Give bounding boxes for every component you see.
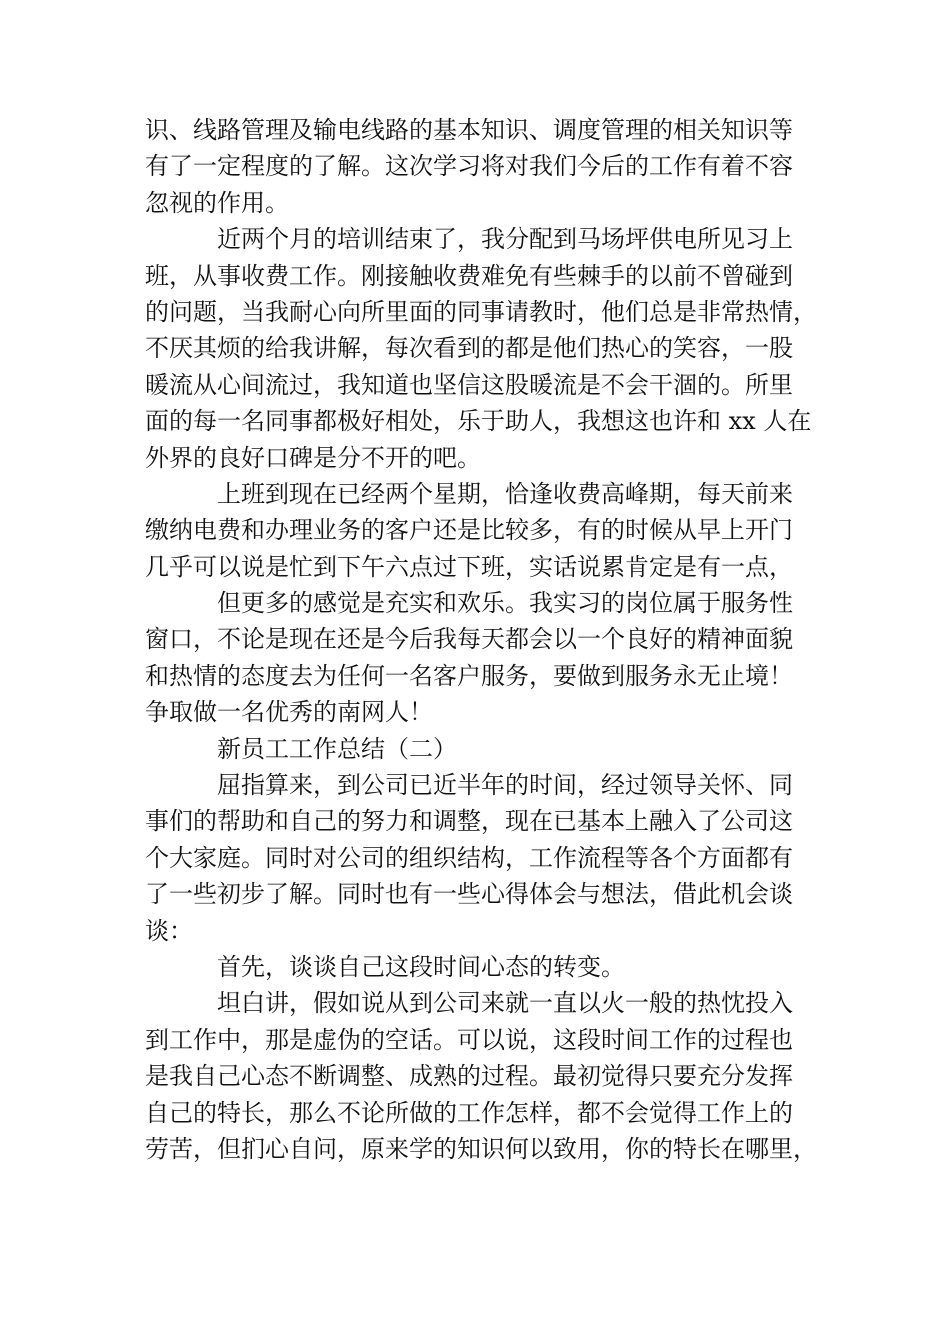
- text-line: 和热情的态度去为任何一名客户服务，要做到服务永无止境！: [145, 661, 793, 690]
- text-line: 缴纳电费和办理业务的客户还是比较多，有的时候从早上开门: [145, 516, 793, 545]
- text-line: 是我自己心态不断调整、成熟的过程。最初觉得只要充分发挥: [145, 1062, 793, 1091]
- text-line: 争取做一名优秀的南网人！: [145, 698, 433, 727]
- text-line: 不厌其烦的给我讲解，每次看到的都是他们热心的笑容，一股: [145, 334, 793, 363]
- text-line: 谈：: [145, 916, 193, 945]
- text-line: 窗口，不论是现在还是今后我每天都会以一个良好的精神面貌: [145, 625, 793, 654]
- text-line: 识、线路管理及输电线路的基本知识、调度管理的相关知识等: [145, 116, 793, 144]
- text-line: 自己的特长，那么不论所做的工作怎样，都不会觉得工作上的: [145, 1098, 793, 1127]
- paragraph-first-line: 但更多的感觉是充实和欢乐。我实习的岗位属于服务性: [217, 589, 793, 618]
- text-line: 忽视的作用。: [145, 188, 289, 217]
- text-line: 有了一定程度的了解。这次学习将对我们今后的工作有着不容: [145, 152, 793, 181]
- section-heading: 新员工工作总结（二）: [217, 734, 457, 763]
- text-line: 班，从事收费工作。刚接触收费难免有些棘手的以前不曾碰到: [145, 261, 793, 290]
- text-line: 暖流从心间流过，我知道也坚信这股暖流是不会干涸的。所里: [145, 370, 793, 399]
- text-line: 劳苦，但扪心自问，原来学的知识何以致用，你的特长在哪里，: [145, 1134, 817, 1163]
- text-line: 事们的帮助和自己的努力和调整，现在已基本上融入了公司这: [145, 807, 793, 836]
- document-body: [145, 112, 817, 1167]
- text-line: 外界的良好口碑是分不开的吧。: [145, 443, 481, 472]
- paragraph-first-line: 坦白讲，假如说从到公司来就一直以火一般的热忱投入: [217, 989, 793, 1018]
- text-line: 几乎可以说是忙到下午六点过下班，实话说累肯定是有一点，: [145, 552, 793, 581]
- paragraph-first-line: 近两个月的培训结束了，我分配到马场坪供电所见习上: [217, 225, 793, 254]
- text-line: 了一些初步了解。同时也有一些心得体会与想法，借此机会谈: [145, 880, 793, 909]
- text-line: 面的每一名同事都极好相处，乐于助人，我想这也许和 xx 人在: [145, 407, 812, 436]
- paragraph-first-line: 屈指算来，到公司已近半年的时间，经过领导关怀、同: [217, 771, 793, 800]
- paragraph-first-line: 上班到现在已经两个星期，恰逢收费高峰期，每天前来: [217, 479, 793, 508]
- text-line: 个大家庭。同时对公司的组织结构，工作流程等各个方面都有: [145, 843, 793, 872]
- text-line: 的问题，当我耐心向所里面的同事请教时，他们总是非常热情，: [145, 297, 817, 326]
- paragraph-first-line: 首先，谈谈自己这段时间心态的转变。: [217, 952, 625, 981]
- text-line: 到工作中，那是虚伪的空话。可以说，这段时间工作的过程也: [145, 1025, 793, 1054]
